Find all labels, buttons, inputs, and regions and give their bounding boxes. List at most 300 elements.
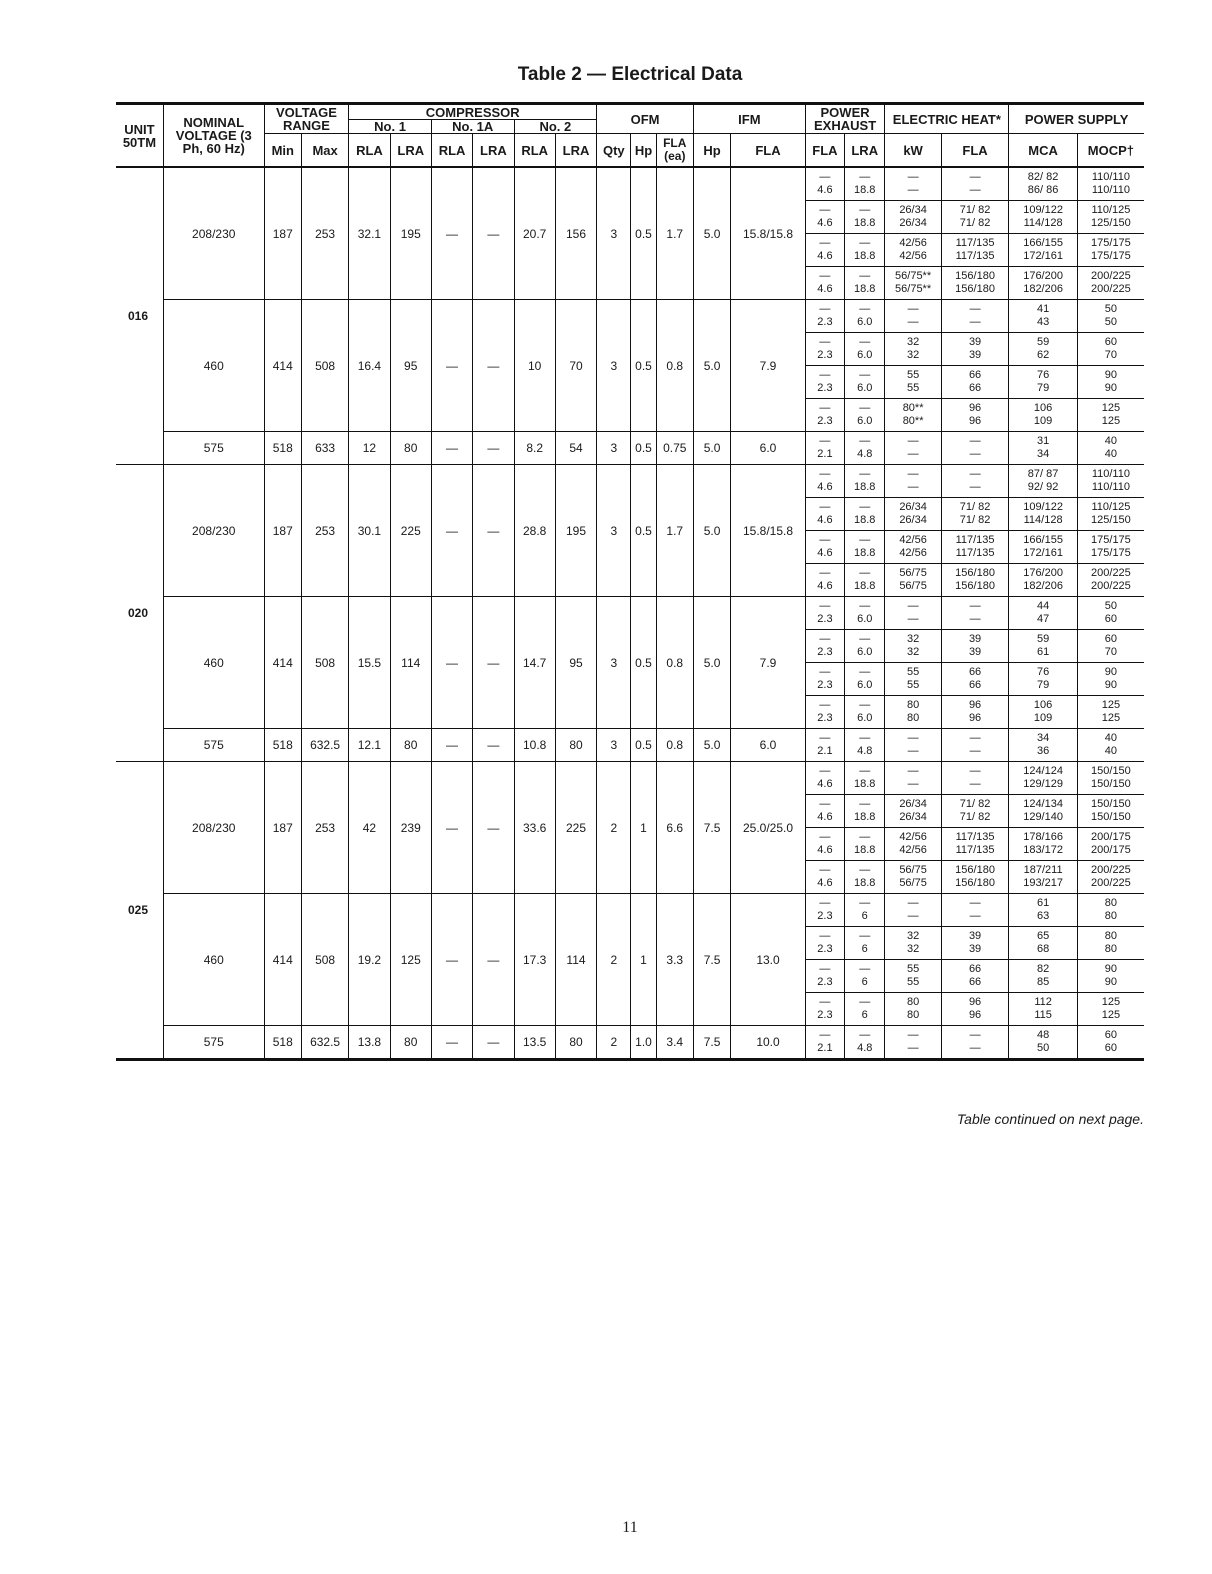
electric-heat-fla-line2: — <box>969 613 981 625</box>
mocp-line1: 110/110 <box>1091 468 1130 480</box>
mocp-line2: 125 <box>1101 712 1121 724</box>
electric-heat-fla-line1: 66 <box>968 369 982 381</box>
electric-heat-kw-line2: 56/75 <box>899 877 927 889</box>
max-voltage-cell: 253 <box>301 465 348 597</box>
electric-heat-fla <box>941 696 1009 729</box>
power-exhaust-fla-line1: — <box>819 204 831 216</box>
mca <box>1009 762 1078 795</box>
header-mca: MCA <box>1009 134 1078 168</box>
electric-heat-fla <box>941 828 1009 861</box>
power-exhaust-lra-line2: 18.8 <box>854 877 876 889</box>
mca <box>1009 234 1078 267</box>
power-exhaust-lra-line1: — <box>859 765 871 777</box>
ifm-hp-cell: 5.0 <box>693 300 730 432</box>
compressor1a-lra-cell: — <box>473 762 514 894</box>
mocp-line1: 60 <box>1104 633 1118 645</box>
power-exhaust-lra-line2: 6.0 <box>857 712 873 724</box>
ifm-fla-cell: 25.0/25.0 <box>731 762 806 894</box>
electric-heat-fla-line1: — <box>969 435 981 447</box>
mca <box>1009 894 1078 927</box>
ifm-hp-cell: 7.5 <box>693 894 730 1026</box>
electric-heat-fla <box>941 861 1009 894</box>
mocp-line2: 40 <box>1104 448 1118 460</box>
compressor1-lra-cell: 95 <box>390 300 431 432</box>
mocp <box>1077 366 1144 399</box>
header-lra: LRA <box>473 134 514 168</box>
electric-heat-fla <box>941 201 1009 234</box>
electric-heat-kw-line2: — <box>907 448 919 460</box>
mocp-line2: 110/110 <box>1091 184 1130 196</box>
mocp-line1: 40 <box>1104 435 1118 447</box>
electric-heat-fla-line2: 66 <box>968 679 982 691</box>
electric-heat-kw-line2: — <box>907 1042 919 1054</box>
power-exhaust-lra-line1: — <box>859 600 871 612</box>
electric-heat-kw-line1: — <box>907 897 919 909</box>
header-nominal-voltage: NOMINAL VOLTAGE (3 Ph, 60 Hz) <box>163 104 264 168</box>
electric-heat-fla-line1: 156/180 <box>955 864 995 876</box>
power-exhaust-lra-line1: — <box>859 402 871 414</box>
mocp <box>1077 167 1144 201</box>
compressor1a-rla-cell: — <box>431 597 472 729</box>
mocp <box>1077 960 1144 993</box>
header-qty: Qty <box>597 134 631 168</box>
electric-heat-fla-line2: — <box>969 481 981 493</box>
mca <box>1009 300 1078 333</box>
electric-heat-fla-line2: — <box>969 745 981 757</box>
power-exhaust-fla-line2: 4.6 <box>817 283 833 295</box>
power-exhaust-fla <box>805 630 844 663</box>
power-exhaust-lra-line1: — <box>859 204 871 216</box>
electric-heat-kw <box>885 465 941 498</box>
electrical-data-table <box>116 102 1144 1061</box>
power-exhaust-fla-line1: — <box>819 996 831 1008</box>
electric-heat-fla-line1: 39 <box>968 930 982 942</box>
power-exhaust-lra-line2: 6.0 <box>857 349 873 361</box>
power-exhaust-lra-line1: — <box>859 996 871 1008</box>
power-exhaust-lra-line2: 4.8 <box>857 1042 873 1054</box>
electric-heat-fla <box>941 267 1009 300</box>
electric-heat-fla-line2: — <box>969 1042 981 1054</box>
mocp-line2: 90 <box>1104 976 1118 988</box>
mca-line1: 176/200 <box>1023 270 1063 282</box>
electric-heat-kw-line2: 80 <box>906 1009 920 1021</box>
mca-line2: 193/217 <box>1023 877 1063 889</box>
electric-heat-kw-line2: 26/34 <box>899 514 927 526</box>
electric-heat-kw-line1: — <box>907 468 919 480</box>
electric-heat-fla-line1: 156/180 <box>955 567 995 579</box>
power-exhaust-fla-line2: 4.6 <box>817 778 833 790</box>
nominal-voltage-cell: 460 <box>163 300 264 432</box>
electric-heat-kw-line1: 80** <box>902 402 924 414</box>
electric-heat-fla-line1: 39 <box>968 336 982 348</box>
compressor1a-rla-cell: — <box>431 894 472 1026</box>
power-exhaust-lra <box>845 267 885 300</box>
header-fla: FLA <box>941 134 1009 168</box>
power-exhaust-lra-line2: 18.8 <box>854 547 876 559</box>
nominal-voltage-cell: 575 <box>163 729 264 762</box>
power-exhaust-fla-line1: — <box>819 435 831 447</box>
compressor2-rla-cell: 10.8 <box>514 729 555 762</box>
power-exhaust-fla-line1: — <box>819 270 831 282</box>
ifm-hp-cell: 5.0 <box>693 432 730 465</box>
power-exhaust-lra <box>845 795 885 828</box>
ofm-qty-cell: 3 <box>597 300 631 432</box>
mca-line2: 172/161 <box>1023 547 1063 559</box>
ofm-fla-cell: 6.6 <box>656 762 693 894</box>
electric-heat-fla-line2: — <box>969 316 981 328</box>
ifm-hp-cell: 5.0 <box>693 597 730 729</box>
power-exhaust-fla <box>805 564 844 597</box>
electric-heat-kw-line2: — <box>907 481 919 493</box>
power-exhaust-fla <box>805 993 844 1026</box>
power-exhaust-fla-line2: 2.3 <box>817 976 833 988</box>
power-exhaust-lra-line1: — <box>859 831 871 843</box>
electric-heat-kw-line1: 55 <box>906 666 920 678</box>
power-exhaust-fla <box>805 167 844 201</box>
electric-heat-kw-line2: 56/75** <box>895 283 932 295</box>
compressor1a-rla-cell: — <box>431 729 472 762</box>
header-rla: RLA <box>514 134 555 168</box>
electric-heat-kw-line1: — <box>907 765 919 777</box>
electric-heat-kw-line2: 55 <box>906 382 920 394</box>
mca <box>1009 960 1078 993</box>
power-exhaust-lra-line1: — <box>859 897 871 909</box>
electric-heat-kw-line1: 56/75** <box>895 270 932 282</box>
power-exhaust-lra <box>845 234 885 267</box>
mca <box>1009 597 1078 630</box>
ifm-fla-cell: 10.0 <box>731 1026 806 1060</box>
power-exhaust-fla-line1: — <box>819 402 831 414</box>
mocp <box>1077 564 1144 597</box>
power-exhaust-lra-line2: 6.0 <box>857 646 873 658</box>
power-exhaust-lra <box>845 696 885 729</box>
electric-heat-kw-line2: 42/56 <box>899 547 927 559</box>
mca-line1: 109/122 <box>1023 204 1063 216</box>
power-exhaust-fla-line1: — <box>819 468 831 480</box>
mocp-line2: 90 <box>1104 382 1118 394</box>
power-exhaust-fla-line2: 2.3 <box>817 382 833 394</box>
power-exhaust-lra-line1: — <box>859 699 871 711</box>
electric-heat-kw-line2: 26/34 <box>899 217 927 229</box>
header-compressor: COMPRESSOR <box>349 104 597 120</box>
power-exhaust-lra-line1: — <box>859 435 871 447</box>
ofm-fla-cell: 0.8 <box>656 729 693 762</box>
mocp-line2: 40 <box>1104 745 1118 757</box>
min-voltage-cell: 187 <box>264 167 301 300</box>
ofm-fla-cell: 3.3 <box>656 894 693 1026</box>
electric-heat-kw-line1: 32 <box>906 633 920 645</box>
mocp-line2: 175/175 <box>1091 547 1131 559</box>
mca-line1: 106 <box>1033 402 1053 414</box>
mocp-line2: 60 <box>1104 1042 1118 1054</box>
electric-heat-fla-line1: 71/ 82 <box>959 798 991 810</box>
mca-line2: 115 <box>1034 1009 1052 1021</box>
ifm-fla-cell: 6.0 <box>731 729 806 762</box>
header-compressor-no1a: No. 1A <box>431 120 514 134</box>
electric-heat-fla-line1: 96 <box>968 402 982 414</box>
header-ifm: IFM <box>693 104 805 134</box>
power-exhaust-fla-line2: 4.6 <box>817 481 833 493</box>
power-exhaust-lra <box>845 201 885 234</box>
mca <box>1009 630 1078 663</box>
header-lra: LRA <box>390 134 431 168</box>
electric-heat-kw-line2: — <box>907 910 919 922</box>
electric-heat-kw <box>885 762 941 795</box>
mocp <box>1077 201 1144 234</box>
mca-line1: 106 <box>1033 699 1053 711</box>
electric-heat-kw-line1: 42/56 <box>899 831 927 843</box>
power-exhaust-fla-line1: — <box>819 666 831 678</box>
electric-heat-fla-line2: — <box>969 910 981 922</box>
electric-heat-kw <box>885 267 941 300</box>
power-exhaust-lra-line1: — <box>859 963 871 975</box>
mocp <box>1077 300 1144 333</box>
power-exhaust-fla-line2: 2.3 <box>817 910 833 922</box>
electric-heat-kw-line2: 42/56 <box>899 250 927 262</box>
electric-heat-kw-line1: — <box>907 600 919 612</box>
electric-heat-kw-line2: — <box>907 745 919 757</box>
power-exhaust-lra <box>845 564 885 597</box>
header-ofm: OFM <box>597 104 694 134</box>
power-exhaust-lra-line2: 4.8 <box>857 448 873 460</box>
ofm-fla-cell: 1.7 <box>656 167 693 300</box>
electric-heat-kw-line2: 42/56 <box>899 844 927 856</box>
mocp-line1: 200/175 <box>1091 831 1131 843</box>
power-exhaust-lra <box>845 828 885 861</box>
electric-heat-kw-line1: 26/34 <box>899 501 927 513</box>
electric-heat-kw-line2: 80 <box>906 712 920 724</box>
mocp-line1: 110/125 <box>1091 501 1131 513</box>
power-exhaust-fla <box>805 432 844 465</box>
mocp-line1: 110/110 <box>1091 171 1130 183</box>
electric-heat-kw-line2: 80** <box>902 415 924 427</box>
mca <box>1009 366 1078 399</box>
power-exhaust-fla-line2: 2.1 <box>817 745 833 757</box>
electric-heat-kw-line2: 26/34 <box>899 811 927 823</box>
power-exhaust-lra-line1: — <box>859 303 871 315</box>
electric-heat-kw-line1: — <box>907 303 919 315</box>
min-voltage-cell: 414 <box>264 894 301 1026</box>
power-exhaust-lra-line1: — <box>859 633 871 645</box>
electric-heat-kw <box>885 432 941 465</box>
power-exhaust-fla-line1: — <box>819 336 831 348</box>
electric-heat-fla <box>941 399 1009 432</box>
ofm-hp-cell: 1 <box>631 762 656 894</box>
unit-cell: 020 <box>116 465 163 762</box>
mca-line1: 76 <box>1036 369 1050 381</box>
power-exhaust-lra-line1: — <box>859 237 871 249</box>
electric-heat-kw <box>885 498 941 531</box>
electric-heat-kw-line1: — <box>907 435 919 447</box>
compressor1a-rla-cell: — <box>431 167 472 300</box>
compressor1-lra-cell: 114 <box>390 597 431 729</box>
electric-heat-fla <box>941 564 1009 597</box>
power-exhaust-lra <box>845 597 885 630</box>
mca-line2: 114/128 <box>1023 514 1063 526</box>
electric-heat-kw-line1: 55 <box>906 963 920 975</box>
header-power-exhaust: POWER EXHAUST <box>805 104 885 134</box>
mca-line2: 85 <box>1036 976 1050 988</box>
electric-heat-kw-line1: 26/34 <box>899 798 927 810</box>
min-voltage-cell: 187 <box>264 465 301 597</box>
electric-heat-fla-line2: 39 <box>968 646 982 658</box>
mocp-line1: 175/175 <box>1091 534 1131 546</box>
unit-cell: 016 <box>116 167 163 465</box>
mocp-line1: 80 <box>1104 930 1118 942</box>
power-exhaust-lra <box>845 1026 885 1060</box>
power-exhaust-fla <box>805 399 844 432</box>
header-voltage-range: VOLTAGE RANGE <box>264 104 349 134</box>
power-exhaust-lra-line1: — <box>859 732 871 744</box>
power-exhaust-lra-line2: 18.8 <box>854 217 876 229</box>
ifm-hp-cell: 7.5 <box>693 762 730 894</box>
max-voltage-cell: 632.5 <box>301 729 348 762</box>
electric-heat-fla-line1: — <box>969 1029 981 1041</box>
mocp-line1: 150/150 <box>1091 765 1131 777</box>
power-exhaust-fla <box>805 960 844 993</box>
mocp-line2: 175/175 <box>1091 250 1131 262</box>
power-exhaust-fla-line1: — <box>819 897 831 909</box>
mca <box>1009 531 1078 564</box>
power-exhaust-fla <box>805 597 844 630</box>
power-exhaust-lra-line1: — <box>859 336 871 348</box>
electric-heat-fla-line2: — <box>969 778 981 790</box>
header-fla: FLA <box>805 134 844 168</box>
mocp-line1: 60 <box>1104 336 1118 348</box>
electric-heat-kw <box>885 564 941 597</box>
compressor1a-lra-cell: — <box>473 300 514 432</box>
electric-heat-fla-line1: 71/ 82 <box>959 204 991 216</box>
mca-line1: 124/124 <box>1023 765 1063 777</box>
compressor1a-lra-cell: — <box>473 729 514 762</box>
header-compressor-no1: No. 1 <box>349 120 432 134</box>
electric-heat-fla-line1: 156/180 <box>955 270 995 282</box>
mocp <box>1077 267 1144 300</box>
compressor1a-lra-cell: — <box>473 894 514 1026</box>
electric-heat-kw <box>885 399 941 432</box>
power-exhaust-fla-line2: 2.1 <box>817 1042 833 1054</box>
power-exhaust-lra-line1: — <box>859 171 871 183</box>
mocp-line1: 90 <box>1104 963 1118 975</box>
power-exhaust-lra <box>845 762 885 795</box>
electric-heat-kw-line1: — <box>907 732 919 744</box>
mca-line1: 59 <box>1036 336 1050 348</box>
electric-heat-kw <box>885 960 941 993</box>
electric-heat-kw <box>885 729 941 762</box>
power-exhaust-lra <box>845 167 885 201</box>
power-exhaust-fla-line1: — <box>819 798 831 810</box>
header-fla: FLA <box>731 134 806 168</box>
compressor1-rla-cell: 12.1 <box>349 729 390 762</box>
electric-heat-kw-line2: — <box>907 613 919 625</box>
min-voltage-cell: 518 <box>264 432 301 465</box>
ofm-hp-cell: 0.5 <box>631 465 656 597</box>
compressor2-lra-cell: 114 <box>555 894 596 1026</box>
ofm-qty-cell: 2 <box>597 1026 631 1060</box>
power-exhaust-lra-line2: 6.0 <box>857 316 873 328</box>
nominal-voltage-cell: 208/230 <box>163 762 264 894</box>
power-exhaust-fla <box>805 828 844 861</box>
table-row <box>116 762 1144 795</box>
compressor1a-lra-cell: — <box>473 167 514 300</box>
mocp-line2: 80 <box>1104 910 1118 922</box>
power-exhaust-fla <box>805 366 844 399</box>
compressor1-rla-cell: 13.8 <box>349 1026 390 1060</box>
electric-heat-fla-line2: 66 <box>968 976 982 988</box>
power-exhaust-lra <box>845 927 885 960</box>
electric-heat-fla <box>941 465 1009 498</box>
mocp-line2: 200/225 <box>1091 877 1131 889</box>
electric-heat-fla <box>941 663 1009 696</box>
ofm-qty-cell: 2 <box>597 894 631 1026</box>
mocp-line2: 150/150 <box>1091 778 1131 790</box>
electric-heat-kw <box>885 531 941 564</box>
electric-heat-kw <box>885 795 941 828</box>
compressor1-lra-cell: 225 <box>390 465 431 597</box>
compressor2-lra-cell: 70 <box>555 300 596 432</box>
power-exhaust-fla <box>805 729 844 762</box>
mca-line2: 109 <box>1033 712 1053 724</box>
electric-heat-kw-line2: — <box>907 184 919 196</box>
mca-line1: 87/ 87 <box>1027 468 1059 480</box>
mca-line1: 82 <box>1036 963 1050 975</box>
mca-line1: 109/122 <box>1023 501 1063 513</box>
power-exhaust-lra <box>845 993 885 1026</box>
electric-heat-kw <box>885 1026 941 1060</box>
power-exhaust-fla-line1: — <box>819 831 831 843</box>
electric-heat-kw-line1: 26/34 <box>899 204 927 216</box>
power-exhaust-fla <box>805 267 844 300</box>
power-exhaust-lra-line2: 6 <box>861 976 868 988</box>
power-exhaust-lra-line2: 4.8 <box>857 745 873 757</box>
electric-heat-kw-line1: 32 <box>906 336 920 348</box>
electric-heat-kw-line1: 55 <box>906 369 920 381</box>
power-exhaust-fla <box>805 795 844 828</box>
power-exhaust-fla-line2: 2.3 <box>817 712 833 724</box>
table-header <box>116 104 1144 168</box>
mocp-line1: 110/125 <box>1091 204 1131 216</box>
ifm-fla-cell: 7.9 <box>731 597 806 729</box>
electric-heat-fla <box>941 795 1009 828</box>
mca-line2: 47 <box>1036 613 1050 625</box>
mocp <box>1077 795 1144 828</box>
power-exhaust-fla <box>805 498 844 531</box>
electric-heat-fla <box>941 729 1009 762</box>
power-exhaust-fla-line2: 4.6 <box>817 844 833 856</box>
compressor1a-lra-cell: — <box>473 432 514 465</box>
electric-heat-fla <box>941 960 1009 993</box>
compressor1-rla-cell: 42 <box>349 762 390 894</box>
electric-heat-fla-line1: 39 <box>968 633 982 645</box>
compressor2-lra-cell: 54 <box>555 432 596 465</box>
mocp-line1: 175/175 <box>1091 237 1131 249</box>
power-exhaust-lra-line1: — <box>859 567 871 579</box>
power-exhaust-fla-line2: 2.1 <box>817 448 833 460</box>
power-exhaust-lra-line1: — <box>859 501 871 513</box>
header-unit: UNIT 50TM <box>116 104 163 168</box>
mca-line1: 61 <box>1036 897 1050 909</box>
electric-heat-kw-line1: 32 <box>906 930 920 942</box>
compressor2-rla-cell: 14.7 <box>514 597 555 729</box>
power-exhaust-lra-line1: — <box>859 270 871 282</box>
ofm-hp-cell: 0.5 <box>631 432 656 465</box>
power-exhaust-lra-line1: — <box>859 369 871 381</box>
electric-heat-kw <box>885 234 941 267</box>
electric-heat-fla <box>941 597 1009 630</box>
electric-heat-fla-line1: — <box>969 468 981 480</box>
electric-heat-kw <box>885 366 941 399</box>
power-exhaust-fla-line1: — <box>819 732 831 744</box>
